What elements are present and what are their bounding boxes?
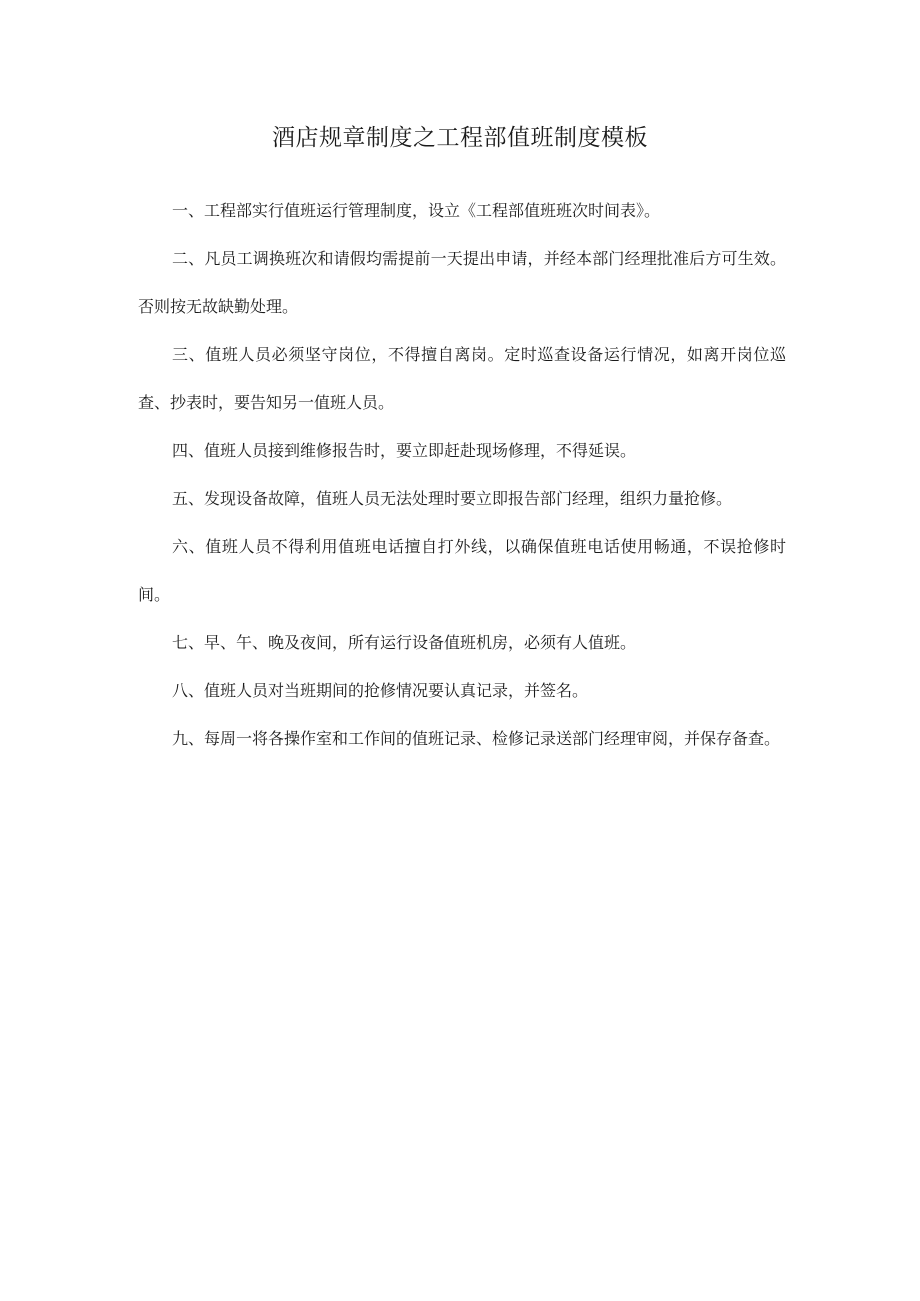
rule-paragraph-6: 六、值班人员不得利用值班电话擅自打外线，以确保值班电话使用畅通，不误抢修时间。 xyxy=(138,537,786,604)
document-title: 酒店规章制度之工程部值班制度模板 xyxy=(272,125,648,151)
document-body xyxy=(138,187,786,763)
rule-paragraph-3: 三、值班人员必须坚守岗位，不得擅自离岗。定时巡查设备运行情况，如离开岗位巡查、抄表时，要告知另一值班人员。 xyxy=(138,345,786,412)
rule-paragraph-1: 一、工程部实行值班运行管理制度，设立《工程部值班班次时间表》。 xyxy=(172,201,661,220)
rule-paragraph-2: 二、凡员工调换班次和请假均需提前一天提出申请，并经本部门经理批准后方可生效。否则按无故缺勤处理。 xyxy=(138,249,786,316)
rule-paragraph-9: 九、每周一将各操作室和工作间的值班记录、检修记录送部门经理审阅，并保存备查。 xyxy=(172,729,781,748)
rule-paragraph-7: 七、早、午、晚及夜间，所有运行设备值班机房，必须有人值班。 xyxy=(172,633,637,652)
rule-paragraph-4: 四、值班人员接到维修报告时，要立即赶赴现场修理，不得延误。 xyxy=(172,441,637,460)
rule-paragraph-5: 五、发现设备故障，值班人员无法处理时要立即报告部门经理，组织力量抢修。 xyxy=(172,489,733,508)
rule-paragraph-8: 八、值班人员对当班期间的抢修情况要认真记录，并签名。 xyxy=(172,681,589,700)
